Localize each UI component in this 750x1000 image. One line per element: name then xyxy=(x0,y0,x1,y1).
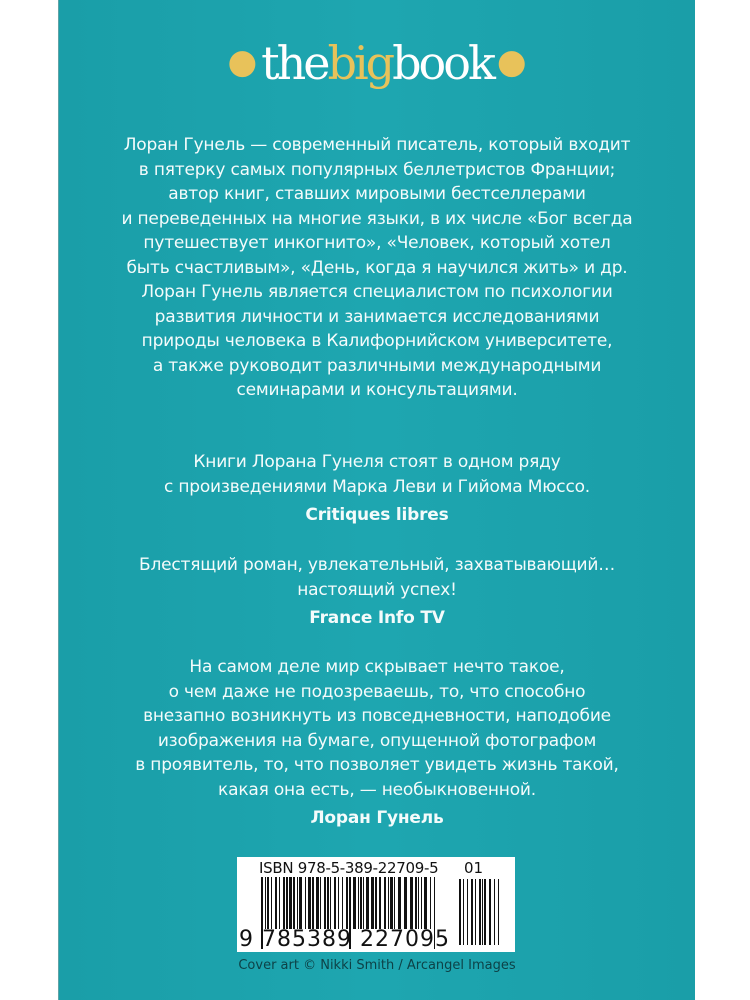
text-line: На самом деле мир скрывает нечто такое, xyxy=(189,657,565,677)
barcode-bar xyxy=(334,877,336,929)
barcode-bar xyxy=(283,877,285,929)
text-line: в пятерку самых популярных беллетристов Франции; xyxy=(138,159,616,180)
barcode-bar xyxy=(346,877,348,929)
barcode-bar xyxy=(371,877,374,929)
book-back-cover xyxy=(58,0,695,1000)
barcode-bar xyxy=(484,879,486,945)
barcode-bar xyxy=(421,877,422,929)
barcode-bar xyxy=(330,877,331,929)
barcode-bar xyxy=(471,879,473,945)
text-line: автор книг, ставших мировыми бестселлерами xyxy=(168,184,586,204)
quote-source: Critiques libres xyxy=(305,505,449,525)
barcode-bar xyxy=(430,877,431,929)
barcode-bar xyxy=(265,877,266,929)
barcode-bar xyxy=(324,877,326,929)
barcode-bar xyxy=(353,877,356,929)
barcode-bar xyxy=(404,877,407,929)
barcode-bar xyxy=(415,877,417,929)
text-line: Лоран Гунель является специалистом по психологии xyxy=(141,282,613,302)
barcode-bar xyxy=(299,877,302,929)
barcode-bar xyxy=(394,877,395,929)
barcode-bar xyxy=(342,877,343,929)
text-line: семинарами и консультациями. xyxy=(236,380,518,400)
text-line: с произведениями Марка Леви и Гийома Мюссо. xyxy=(163,476,591,497)
barcode-bar xyxy=(316,877,319,929)
barcode-bar xyxy=(388,877,389,929)
barcode-bar xyxy=(363,877,364,929)
barcode-bar xyxy=(289,877,292,929)
barcode-bar xyxy=(463,879,464,945)
barcode-bar xyxy=(418,877,419,929)
text-line: развития личности и занимается исследованиями xyxy=(154,306,600,327)
barcode-bar xyxy=(494,879,495,945)
barcode-bar xyxy=(327,877,329,929)
barcode-bar xyxy=(379,877,381,929)
barcode-bar xyxy=(482,879,483,945)
text-line: настоящий успех! xyxy=(297,579,457,600)
text-line: в проявитель, то, что позволяет увидеть жизнь такой, xyxy=(135,755,619,775)
quote-2 xyxy=(59,553,695,631)
quote-3 xyxy=(59,655,695,831)
author-bio xyxy=(59,133,695,403)
isbn-addon: 01 xyxy=(464,859,484,877)
text-line: внезапно возникнуть из повседневности, наподобие xyxy=(143,706,611,726)
text-line: Блестящий роман, увлекательный, захватывающий… xyxy=(139,555,615,575)
publisher-logo: ●thebigbook ● xyxy=(227,36,527,90)
barcode-bar xyxy=(398,877,401,929)
text-line: природы человека в Калифорнийском университете, xyxy=(141,331,613,351)
barcode-bar xyxy=(459,879,461,945)
barcode-digits: 9 785389 227095 xyxy=(239,927,450,952)
barcode-bar xyxy=(475,879,476,945)
barcode-bar xyxy=(312,877,314,929)
text-line: о чем даже не подозреваешь, то, что способно xyxy=(168,681,586,702)
barcode-bar xyxy=(489,879,491,945)
barcode-bar xyxy=(279,877,280,929)
text-line: какая она есть, — необыкновенной. xyxy=(218,779,536,800)
barcode-bar xyxy=(410,877,413,929)
barcode-bar xyxy=(271,877,272,929)
barcode-bar xyxy=(479,879,481,945)
barcode-bar xyxy=(424,877,427,929)
barcode-bar xyxy=(390,877,393,929)
barcode-bar xyxy=(297,877,298,929)
barcode-bar xyxy=(358,877,359,929)
text-line: Книги Лорана Гунеля стоят в одном ряду xyxy=(193,452,561,472)
isbn-text: ISBN 978-5-389-22709-5 xyxy=(259,859,439,877)
barcode-bar xyxy=(320,877,321,929)
barcode-bar xyxy=(338,877,339,929)
text-line: изображения на бумаге, опущенной фотографом xyxy=(157,730,597,751)
barcode-bar xyxy=(286,877,288,929)
cover-credit: Cover art © Nikki Smith / Arcangel Images xyxy=(238,958,516,973)
barcode-bar xyxy=(305,877,306,929)
text-line: а также руководит различными международными xyxy=(152,355,602,376)
barcode-bar xyxy=(308,877,311,929)
barcode-bar xyxy=(275,877,277,929)
barcode-bar xyxy=(366,877,369,929)
text-line: и переведенных на многие языки, в их числе «Бог всегда xyxy=(121,208,633,229)
text-line: быть счастливым», «День, когда я научился жить» и др. xyxy=(126,257,628,278)
isbn-barcode xyxy=(237,857,515,952)
barcode-bar xyxy=(375,877,377,929)
barcode-bar xyxy=(293,877,295,929)
barcode-bar xyxy=(498,879,499,945)
text-line: Лоран Гунель — современный писатель, который входит xyxy=(123,135,631,155)
quote-source: Лоран Гунель xyxy=(310,808,444,828)
barcode-bar xyxy=(467,879,468,945)
barcode-bar xyxy=(267,877,269,929)
barcode-bar xyxy=(384,877,386,929)
text-line: путешествует инкогнито», «Человек, который хотел xyxy=(143,233,611,253)
barcode-bar xyxy=(360,877,362,929)
quote-1 xyxy=(59,450,695,528)
quote-source: France Info TV xyxy=(309,608,445,628)
